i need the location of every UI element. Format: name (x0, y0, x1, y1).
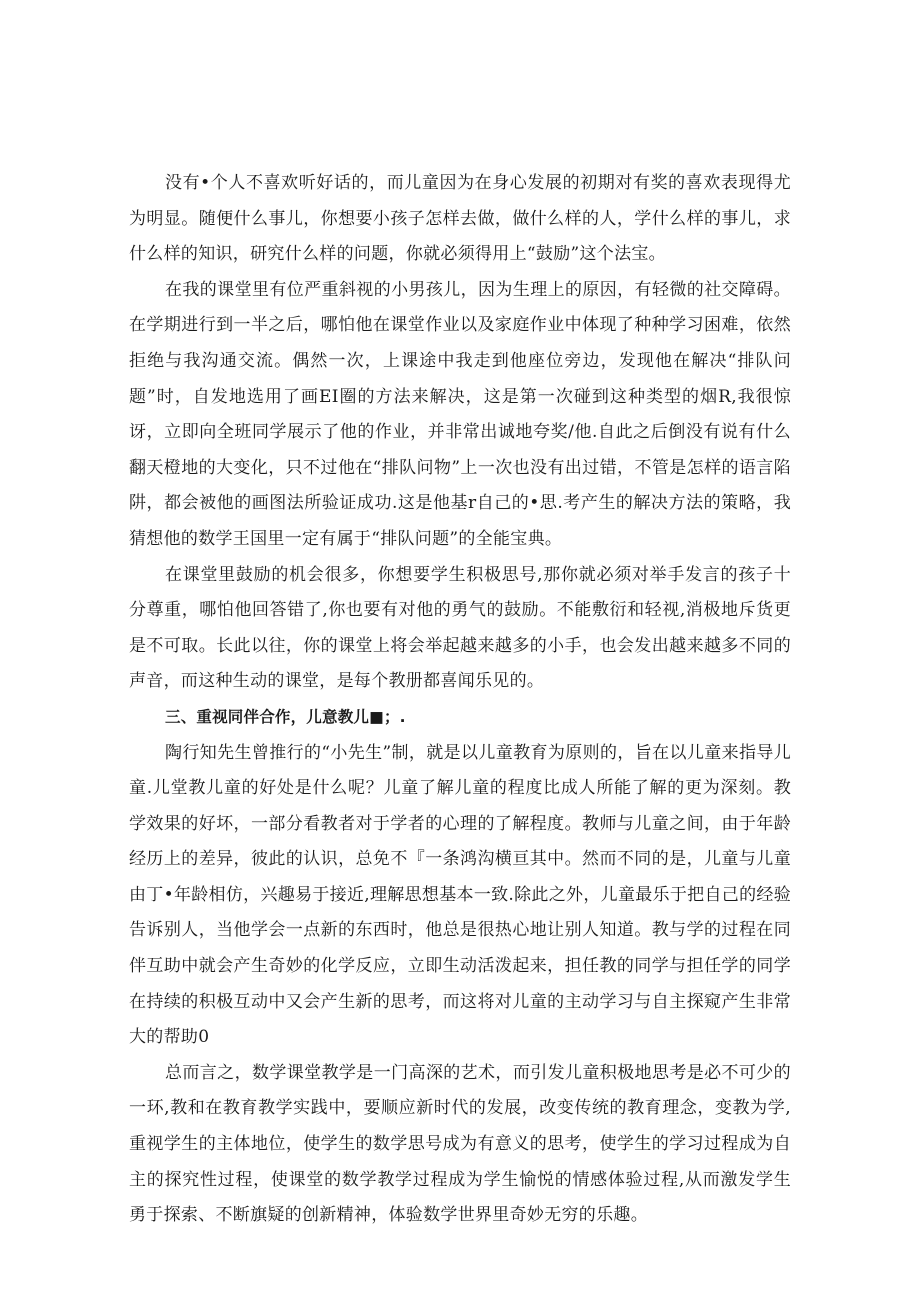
document-body (129, 166, 791, 1234)
paragraph-peer-teaching: 陶行知先生曾推行的“小先生”制，就是以儿童教育为原则的，旨在以儿童来指导儿童.儿堂教儿童的好处是什么呢？儿童了解儿童的程度比成人所能了解的更为深刻。教学效果的好坏，一部分看教者对于学者的心理的了解程度。教师与儿童之间，由于年龄经历上的差异，彼此的认识，总免不『一条鸿沟横亘其中。然而不同的是，儿童与儿童由丁•年龄相仿，兴趣易于接近,理解思想基本一致.除此之外，儿童最乐于把自己的经验告诉别人，当他学会一点新的东西时，他总是很热心地让别人知道。教与学的过程在同伴互助中就会产生奇妙的化学反应，立即生动活泼起来，担任教的同学与担任学的同学在持续的积极互动中又会产生新的思考，而这将对儿童的主动学习与自主探窥产生非常大的帮助0 (129, 742, 791, 1048)
paragraph-classroom-story: 在我的课堂里有位严重斜视的小男孩儿，因为生理上的原因，有轻微的社交障碍。在学期进行到一半之后，哪怕他在课堂作业以及家庭作业中体现了种种学习困难，依然拒绝与我沟通交流。偶然一次，上课途中我走到他座位旁边，发现他在解决“排队问题”时，自发地选用了画EI圈的方法来解决，这是第一次碰到这种类型的烟R,我很惊讶，立即向全班同学展示了他的作业，并非常出诚地夸奖/他.自此之后倒没有说有什么翻天橙地的大变化，只不过他在“排队问物”上一次也没有出过错，不管是怎样的语言陷阱，都会被他的画图法所验证成功.这是他基r自己的•思.考产生的解决方法的策略，我猜想他的数学王国里一定有属于“排队问题”的全能宝典。 (129, 279, 791, 549)
paragraph-encouragement-opportunities: 在课堂里鼓励的机会很多，你想要学生积极思号,那你就必须对举手发言的孩子十分尊重，哪怕他回答错了,你也要有对他的勇气的鼓励。不能敷衍和轻视,消极地斥货更是不可取。长此以往，你的课堂上将会举起越来越多的小手，也会发出越来越多不同的声音，而这种生动的课堂，是每个教册都喜闻乐见的。 (129, 564, 791, 692)
paragraph-encouragement-intro: 没有•个人不喜欢听好话的，而儿童因为在身心发展的初期对有奖的喜欢表现得尤为明显。随便什么事儿，你想要小孩子怎样去做，做什么样的人，学什么样的事儿，求什么样的知识，研究什么样的问题，你就必须得用上“鼓励”这个法宝。 (129, 173, 791, 265)
section-heading: 三、重视同伴合作，儿意教儿■；. (165, 707, 406, 726)
paragraph-conclusion: 总而言之，数学课堂教学是一门高深的艺术，而引发儿童积极地思考是必不可少的一环,教和在教育教学实践中，要顺应新时代的发展，改变传统的教育理念，变教为学,重视学生的主体地位，使学生的数学思号成为有意义的思考，使学生的学习过程成为自主的探究性过程，使课堂的数学教学过程成为学生愉悦的情感体验过程,从而激发学生勇于探索、不断旗疑的创新精神，体验数学世界里奇妙无穷的乐趣。 (129, 1062, 791, 1226)
